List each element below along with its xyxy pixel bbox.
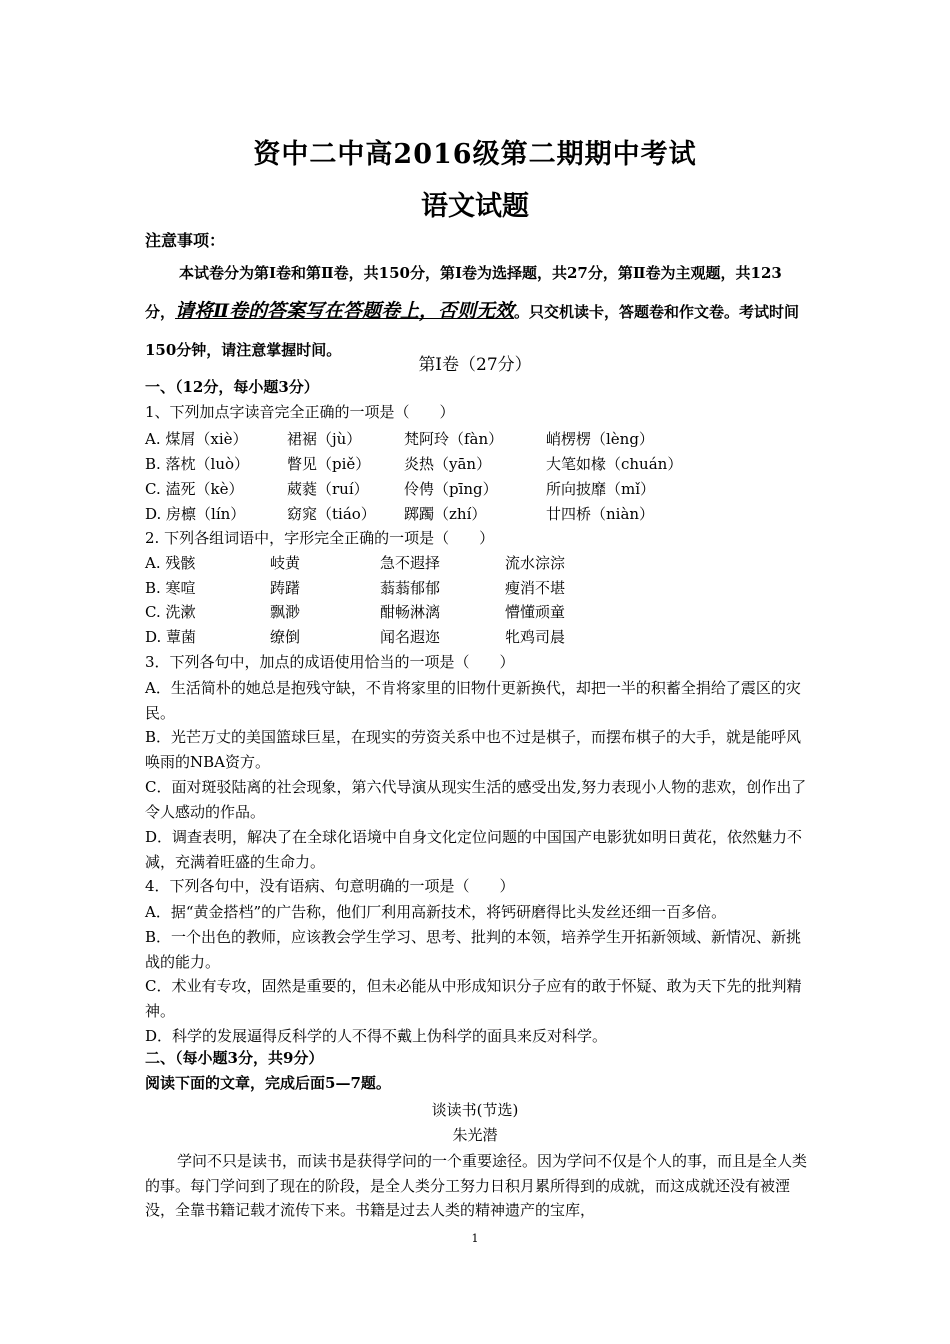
q2-c-4: 懵懂顽童 [505, 603, 566, 621]
q2-d-4: 牝鸡司晨 [505, 628, 566, 646]
q1-b-3: 炎热（yān） [404, 455, 492, 473]
notes-heading: 注意事项： [145, 231, 226, 250]
q1-d-4: 廿四桥（niàn） [546, 505, 655, 523]
q2-c-1: C. 洗漱 [145, 603, 196, 621]
q1-d-3: 踯躅（zhí） [404, 505, 487, 523]
q4-option-c: C．术业有专攻，固然是重要的，但未必能从中形成知识分子应有的敢于怀疑、敢为天下先的批判精神。 [145, 977, 802, 1020]
q4-option-b: B．一个出色的教师，应该教会学生学习、思考、批判的本领，培养学生开拓新领域、新情况、新挑战的能力。 [145, 928, 802, 971]
q2-c-3: 酣畅淋漓 [380, 603, 441, 621]
q2-a-3: 急不遐择 [380, 554, 441, 572]
notes-emphasis: 请将Ⅱ卷的答案写在答题卷上，否则无效 [175, 300, 515, 322]
q1-a-3: 梵阿玲（fàn） [404, 430, 504, 448]
article-paragraph: 学问不只是读书，而读书是获得学问的一个重要途径。因为学问不仅是个人的事，而且是全人类的事。每门学问到了现在的阶段，是全人类分工努力日积月累所得到的成就，而这成就还没有被湮没，全靠书籍记载才流传下来。书籍是过去人类的精神遗产的宝库， [145, 1152, 808, 1219]
q1-b-1: B. 落枕（luò） [145, 455, 250, 473]
section-2-heading: 二、（每小题3分，共9分） [145, 1049, 324, 1067]
article-author: 朱光潜 [452, 1126, 498, 1144]
q1-a-4: 峭楞楞（lèng） [546, 430, 654, 448]
q1-c-1: C. 溘死（kè） [145, 480, 244, 498]
q1-b-4: 大笔如椽（chuán） [546, 455, 683, 473]
q4-option-d: D．科学的发展逼得反科学的人不得不戴上伪科学的面具来反对科学。 [145, 1027, 608, 1045]
q1-a-2: 裙裾（jù） [287, 430, 362, 448]
q2-d-2: 缭倒 [270, 628, 301, 646]
exam-subtitle: 语文试题 [421, 191, 529, 222]
article-title: 谈读书(节选) [431, 1101, 519, 1119]
q1-a-1: A. 煤屑（xiè） [145, 430, 248, 448]
q2-a-1: A. 残骸 [145, 554, 196, 572]
reading-intro: 阅读下面的文章，完成后面5—7题。 [145, 1074, 391, 1092]
exam-title: 资中二中高2016级第二期期中考试 [253, 139, 697, 170]
q2-stem: 2. 下列各组词语中，字形完全正确的一项是（ ） [145, 529, 495, 547]
q1-c-2: 葳蕤（ruí） [287, 480, 369, 498]
q2-a-2: 岐黄 [270, 554, 301, 572]
q3-option-d: D．调查表明，解决了在全球化语境中自身文化定位问题的中国国产电影犹如明日黄花，依然魅力不减，充满着旺盛的生命力。 [145, 828, 803, 871]
q3-option-b: B．光芒万丈的美国篮球巨星，在现实的劳资关系中也不过是棋子，而摆布棋子的大手，就是能呼风唤雨的NBA资方。 [145, 728, 802, 771]
notes-text-b: 。只交机读卡，答题卷和作文卷。考试时间150分钟，请注意掌握时间。 [145, 303, 800, 359]
q2-d-1: D. 蕈菌 [145, 628, 197, 646]
q1-d-2: 窈窕（tiáo） [287, 505, 376, 523]
q2-b-1: B. 寒喧 [145, 579, 196, 597]
page-number: 1 [471, 1232, 479, 1245]
q2-c-2: 飘渺 [270, 603, 301, 621]
q1-d-1: D. 房檩（lín） [145, 505, 246, 523]
q2-a-4: 流水淙淙 [505, 554, 566, 572]
notes-text-a: 本试卷分为第Ⅰ卷和第Ⅱ卷，共150分，第Ⅰ卷为选择题，共27分，第Ⅱ卷为主观题，共123分， [145, 264, 782, 321]
q1-stem: 1、下列加点字读音完全正确的一项是（ ） [145, 403, 455, 421]
q2-d-3: 闻名遐迩 [380, 628, 441, 646]
q1-c-3: 伶俜（pīng） [404, 480, 498, 498]
q3-stem: 3．下列各句中，加点的成语使用恰当的一项是（ ） [145, 653, 515, 671]
volume-heading: 第Ⅰ卷（27分） [418, 355, 532, 375]
q1-b-2: 瞥见（piě） [287, 455, 371, 473]
q3-option-a: A．生活简朴的她总是抱残守缺，不肯将家里的旧物什更新换代，却把一半的积蓄全捐给了震区的灾民。 [145, 679, 801, 722]
q2-b-3: 蓊蓊郁郁 [380, 579, 441, 597]
q1-c-4: 所向披靡（mǐ） [546, 480, 656, 498]
q4-stem: 4．下列各句中，没有语病、句意明确的一项是（ ） [145, 877, 515, 895]
q4-option-a: A．据“黄金搭档”的广告称，他们厂利用高新技术，将钙研磨得比头发丝还细一百多倍。 [145, 903, 727, 921]
section-1-heading: 一、（12分，每小题3分） [145, 378, 319, 396]
q2-b-4: 瘦消不堪 [505, 579, 566, 597]
q2-b-2: 踌躇 [270, 579, 301, 597]
q3-option-c: C．面对斑驳陆离的社会现象，第六代导演从现实生活的感受出发,努力表现小人物的悲欢，创作出了令人感动的作品。 [145, 778, 807, 821]
